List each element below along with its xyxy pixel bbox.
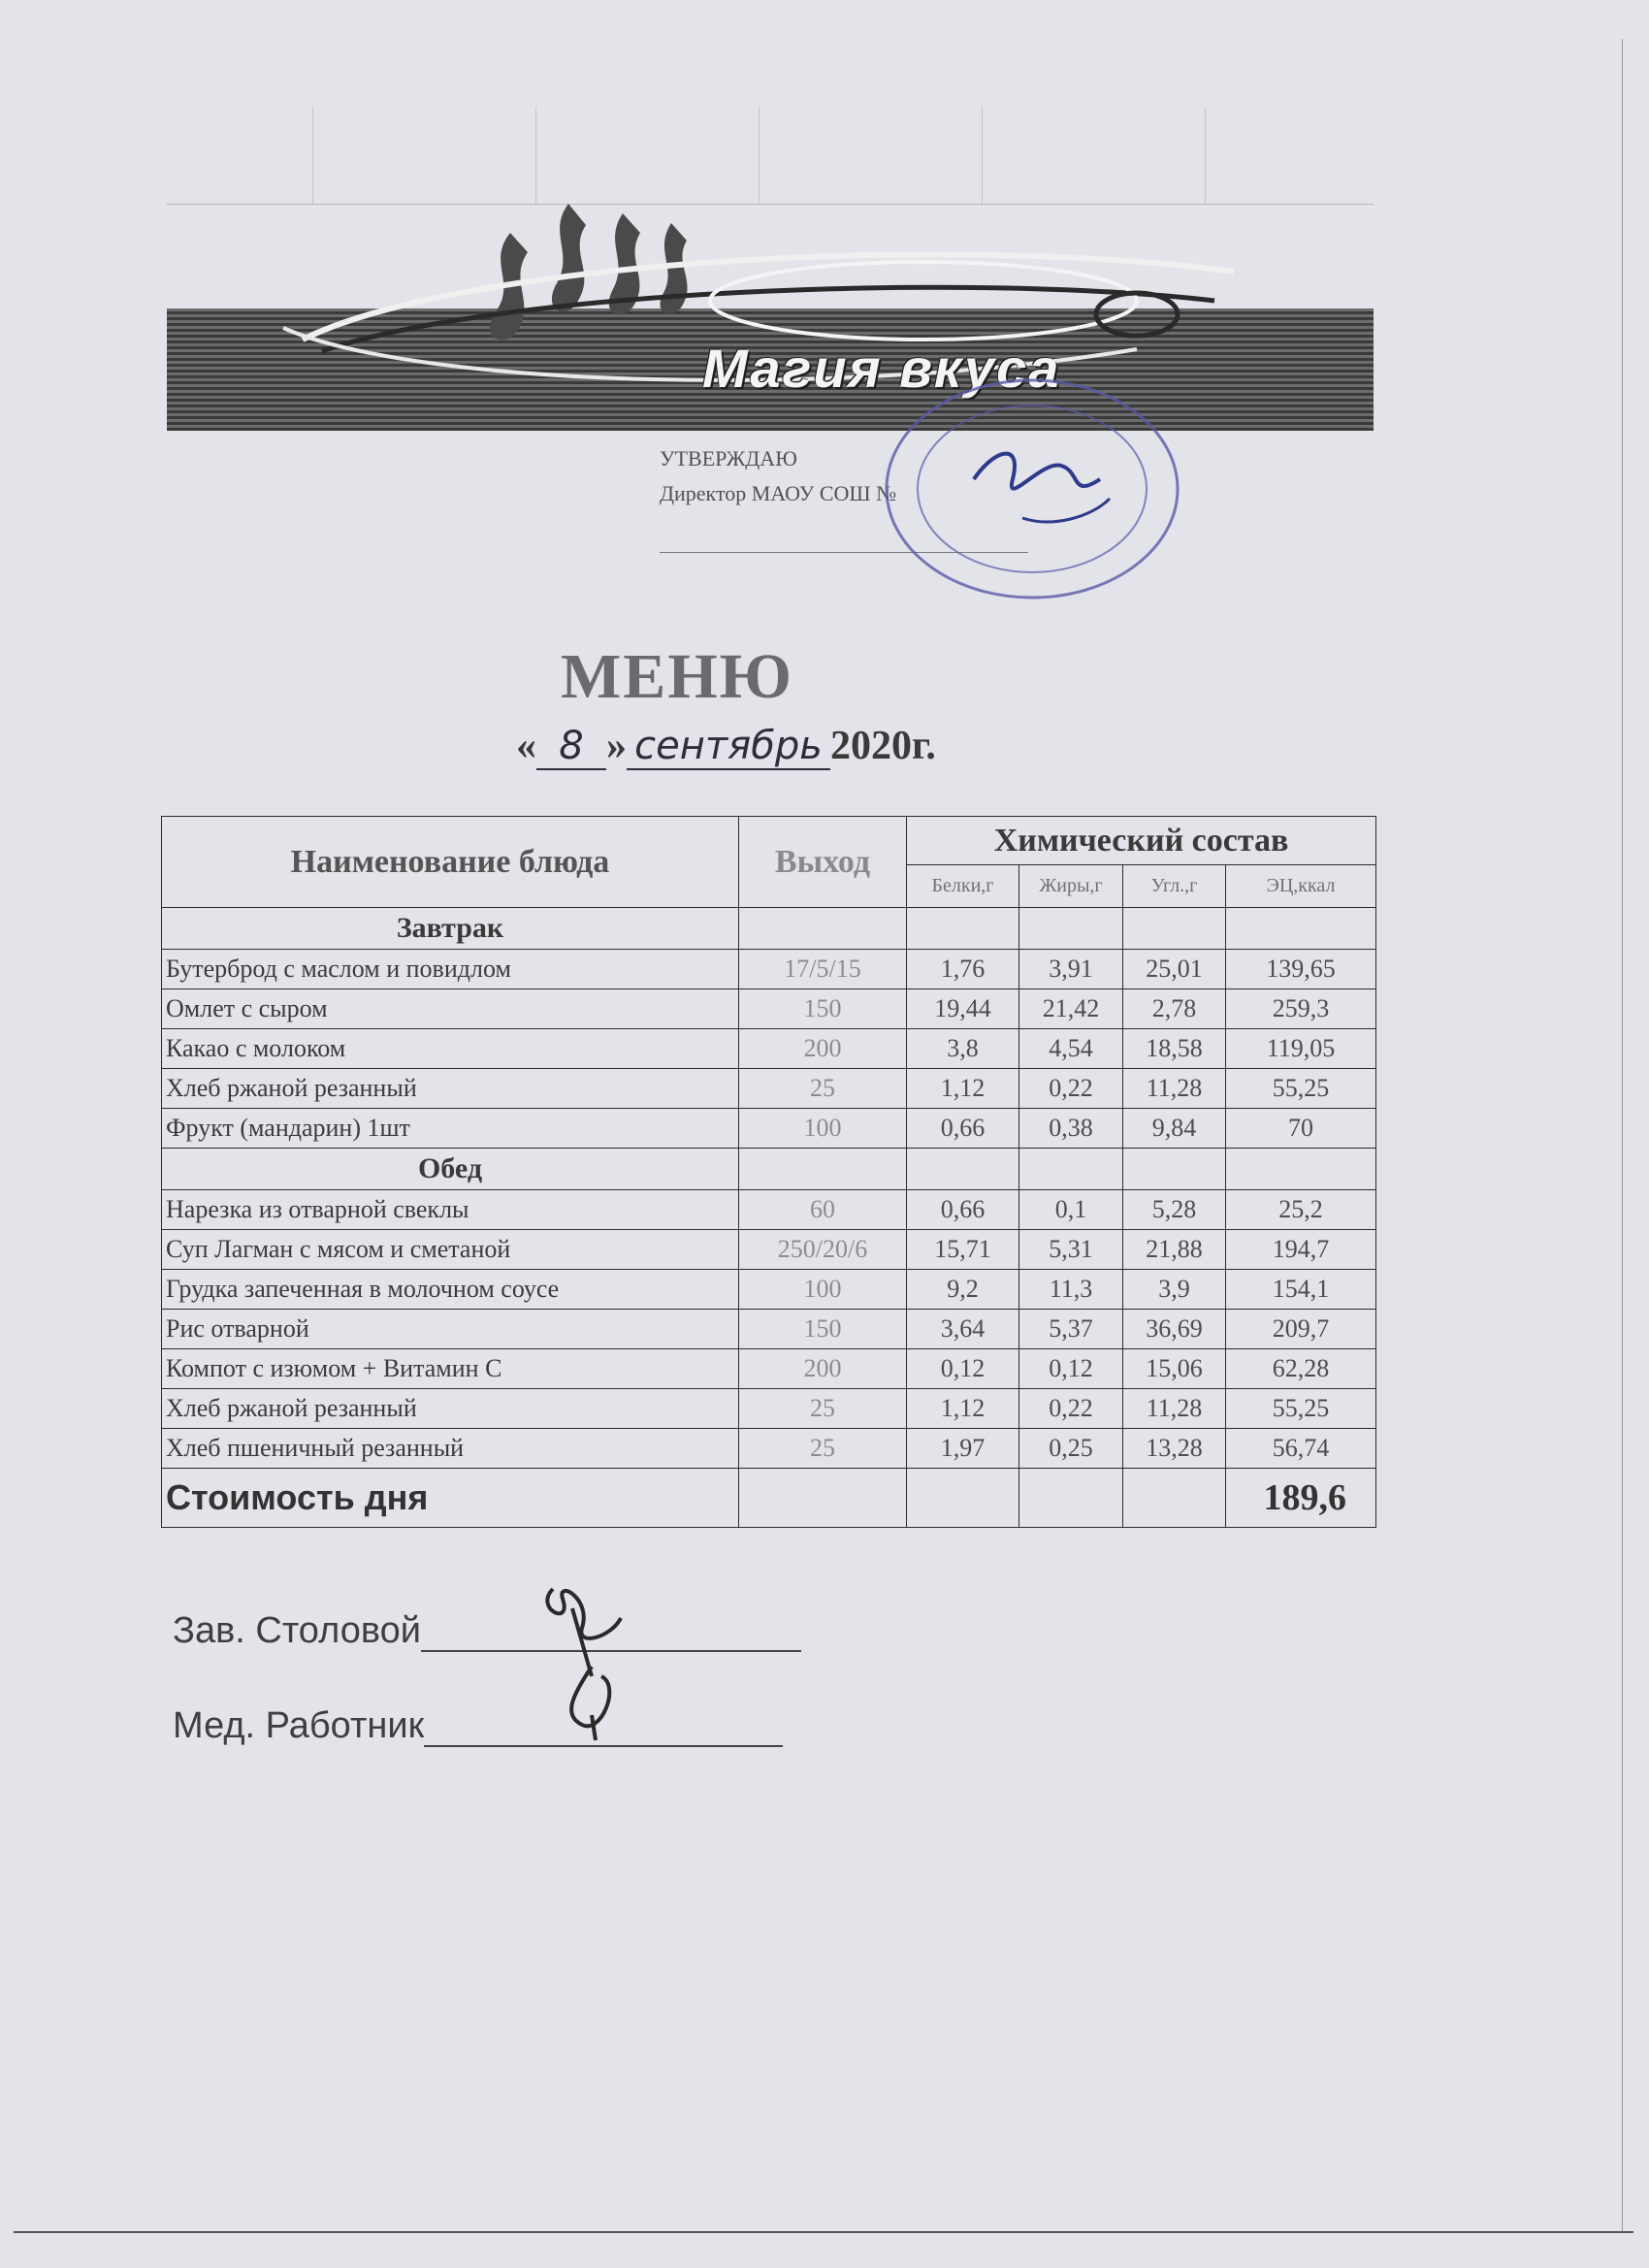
dish-fats: 3,91 <box>1019 950 1123 989</box>
dish-energy: 25,2 <box>1226 1190 1376 1230</box>
dish-fats: 0,25 <box>1019 1429 1123 1469</box>
page-title: МЕНЮ <box>561 641 793 712</box>
dish-energy: 55,25 <box>1226 1069 1376 1109</box>
dish-output: 25 <box>739 1069 907 1109</box>
dish-name: Фрукт (мандарин) 1шт <box>162 1109 739 1149</box>
table-row <box>162 1310 1376 1349</box>
dish-energy: 62,28 <box>1226 1349 1376 1389</box>
dish-energy: 154,1 <box>1226 1270 1376 1310</box>
dish-proteins: 0,66 <box>907 1190 1019 1230</box>
dish-output: 60 <box>739 1190 907 1230</box>
dish-proteins: 19,44 <box>907 989 1019 1029</box>
flame-2 <box>552 204 586 311</box>
handwritten-signatures <box>524 1570 660 1744</box>
header-fats: Жиры,г <box>1019 865 1123 908</box>
section-row <box>162 908 1376 950</box>
section-title: Обед <box>162 1149 739 1190</box>
dish-proteins: 1,76 <box>907 950 1019 989</box>
canteen-head-label: Зав. Столовой <box>173 1610 421 1651</box>
header-energy: ЭЦ,ккал <box>1226 865 1376 908</box>
dish-carbs: 11,28 <box>1123 1069 1226 1109</box>
dish-output: 150 <box>739 1310 907 1349</box>
dish-fats: 0,12 <box>1019 1349 1123 1389</box>
dish-name: Хлеб пшеничный резанный <box>162 1429 739 1469</box>
dish-output: 17/5/15 <box>739 950 907 989</box>
dish-proteins: 3,64 <box>907 1310 1019 1349</box>
table-row <box>162 989 1376 1029</box>
dish-energy: 259,3 <box>1226 989 1376 1029</box>
dish-energy: 55,25 <box>1226 1389 1376 1429</box>
dish-name: Хлеб ржаной резанный <box>162 1069 739 1109</box>
header-chemical: Химический состав <box>907 817 1376 865</box>
date-open-quote: « <box>516 724 536 768</box>
dish-name: Рис отварной <box>162 1310 739 1349</box>
dish-output: 100 <box>739 1109 907 1149</box>
dish-energy: 56,74 <box>1226 1429 1376 1469</box>
dish-carbs: 15,06 <box>1123 1349 1226 1389</box>
dish-proteins: 15,71 <box>907 1230 1019 1270</box>
dish-carbs: 11,28 <box>1123 1389 1226 1429</box>
dish-proteins: 1,12 <box>907 1069 1019 1109</box>
total-label: Стоимость дня <box>162 1469 739 1528</box>
dish-output: 200 <box>739 1349 907 1389</box>
menu-table <box>161 816 1376 1528</box>
dish-fats: 21,42 <box>1019 989 1123 1029</box>
table-row <box>162 1429 1376 1469</box>
menu-table-body <box>162 908 1376 1469</box>
dish-output: 100 <box>739 1270 907 1310</box>
dish-proteins: 1,97 <box>907 1429 1019 1469</box>
dish-carbs: 36,69 <box>1123 1310 1226 1349</box>
dish-proteins: 0,12 <box>907 1349 1019 1389</box>
dish-output: 150 <box>739 989 907 1029</box>
dish-fats: 5,31 <box>1019 1230 1123 1270</box>
dish-name: Бутерброд с маслом и повидлом <box>162 950 739 989</box>
stamp-seal <box>877 373 1187 605</box>
page-bottom-edge <box>14 2231 1633 2233</box>
header-proteins: Белки,г <box>907 865 1019 908</box>
section-title: Завтрак <box>162 908 739 950</box>
swoosh-ring <box>710 262 1137 340</box>
dish-fats: 0,22 <box>1019 1389 1123 1429</box>
header-output: Выход <box>739 817 907 908</box>
logo-banner <box>167 107 1374 431</box>
dish-energy: 139,65 <box>1226 950 1376 989</box>
dish-carbs: 13,28 <box>1123 1429 1226 1469</box>
dish-output: 25 <box>739 1429 907 1469</box>
dish-carbs: 25,01 <box>1123 950 1226 989</box>
dish-fats: 0,1 <box>1019 1190 1123 1230</box>
date-year: 2020г. <box>830 724 936 768</box>
dish-name: Суп Лагман с мясом и сметаной <box>162 1230 739 1270</box>
dish-fats: 5,37 <box>1019 1310 1123 1349</box>
dish-energy: 119,05 <box>1226 1029 1376 1069</box>
dish-fats: 4,54 <box>1019 1029 1123 1069</box>
medical-worker-label: Мед. Работник <box>173 1705 425 1746</box>
signature-medical-worker <box>173 1705 783 1747</box>
dish-proteins: 9,2 <box>907 1270 1019 1310</box>
dish-fats: 11,3 <box>1019 1270 1123 1310</box>
table-row <box>162 1029 1376 1069</box>
dish-name: Какао с молоком <box>162 1029 739 1069</box>
dish-fats: 0,22 <box>1019 1069 1123 1109</box>
dish-name: Компот с изюмом + Витамин С <box>162 1349 739 1389</box>
table-row <box>162 1109 1376 1149</box>
table-row <box>162 950 1376 989</box>
dish-name: Нарезка из отварной свеклы <box>162 1190 739 1230</box>
table-row <box>162 1230 1376 1270</box>
date-close-quote: » <box>606 724 627 768</box>
signature-canteen-head <box>173 1610 801 1652</box>
dish-carbs: 18,58 <box>1123 1029 1226 1069</box>
date-month: сентябрь <box>627 724 830 770</box>
dish-name: Грудка запеченная в молочном соусе <box>162 1270 739 1310</box>
dish-proteins: 1,12 <box>907 1389 1019 1429</box>
dish-fats: 0,38 <box>1019 1109 1123 1149</box>
table-row <box>162 1349 1376 1389</box>
section-row <box>162 1149 1376 1190</box>
table-row <box>162 1190 1376 1230</box>
header-dish-name: Наименование блюда <box>162 817 739 908</box>
dish-output: 200 <box>739 1029 907 1069</box>
dish-name: Омлет с сыром <box>162 989 739 1029</box>
approval-director: Директор МАОУ СОШ № <box>660 481 897 505</box>
dish-carbs: 3,9 <box>1123 1270 1226 1310</box>
dish-energy: 209,7 <box>1226 1310 1376 1349</box>
dish-energy: 70 <box>1226 1109 1376 1149</box>
brand-name: Магия вкуса <box>702 338 1061 399</box>
dish-proteins: 3,8 <box>907 1029 1019 1069</box>
header-carbs: Угл.,г <box>1123 865 1226 908</box>
dish-energy: 194,7 <box>1226 1230 1376 1270</box>
date-day: 8 <box>536 724 606 770</box>
total-value: 189,6 <box>1226 1469 1376 1528</box>
dish-carbs: 2,78 <box>1123 989 1226 1029</box>
dish-carbs: 21,88 <box>1123 1230 1226 1270</box>
dish-carbs: 5,28 <box>1123 1190 1226 1230</box>
total-row <box>162 1469 1376 1528</box>
table-row <box>162 1270 1376 1310</box>
page-right-edge <box>1622 39 1623 2231</box>
menu-date <box>516 723 1059 781</box>
dish-carbs: 9,84 <box>1123 1109 1226 1149</box>
table-row <box>162 1069 1376 1109</box>
director-signature <box>974 454 1100 489</box>
dish-output: 25 <box>739 1389 907 1429</box>
dish-output: 250/20/6 <box>739 1230 907 1270</box>
table-row <box>162 1389 1376 1429</box>
dish-name: Хлеб ржаной резанный <box>162 1389 739 1429</box>
dish-proteins: 0,66 <box>907 1109 1019 1149</box>
approval-heading: УТВЕРЖДАЮ <box>660 446 797 470</box>
